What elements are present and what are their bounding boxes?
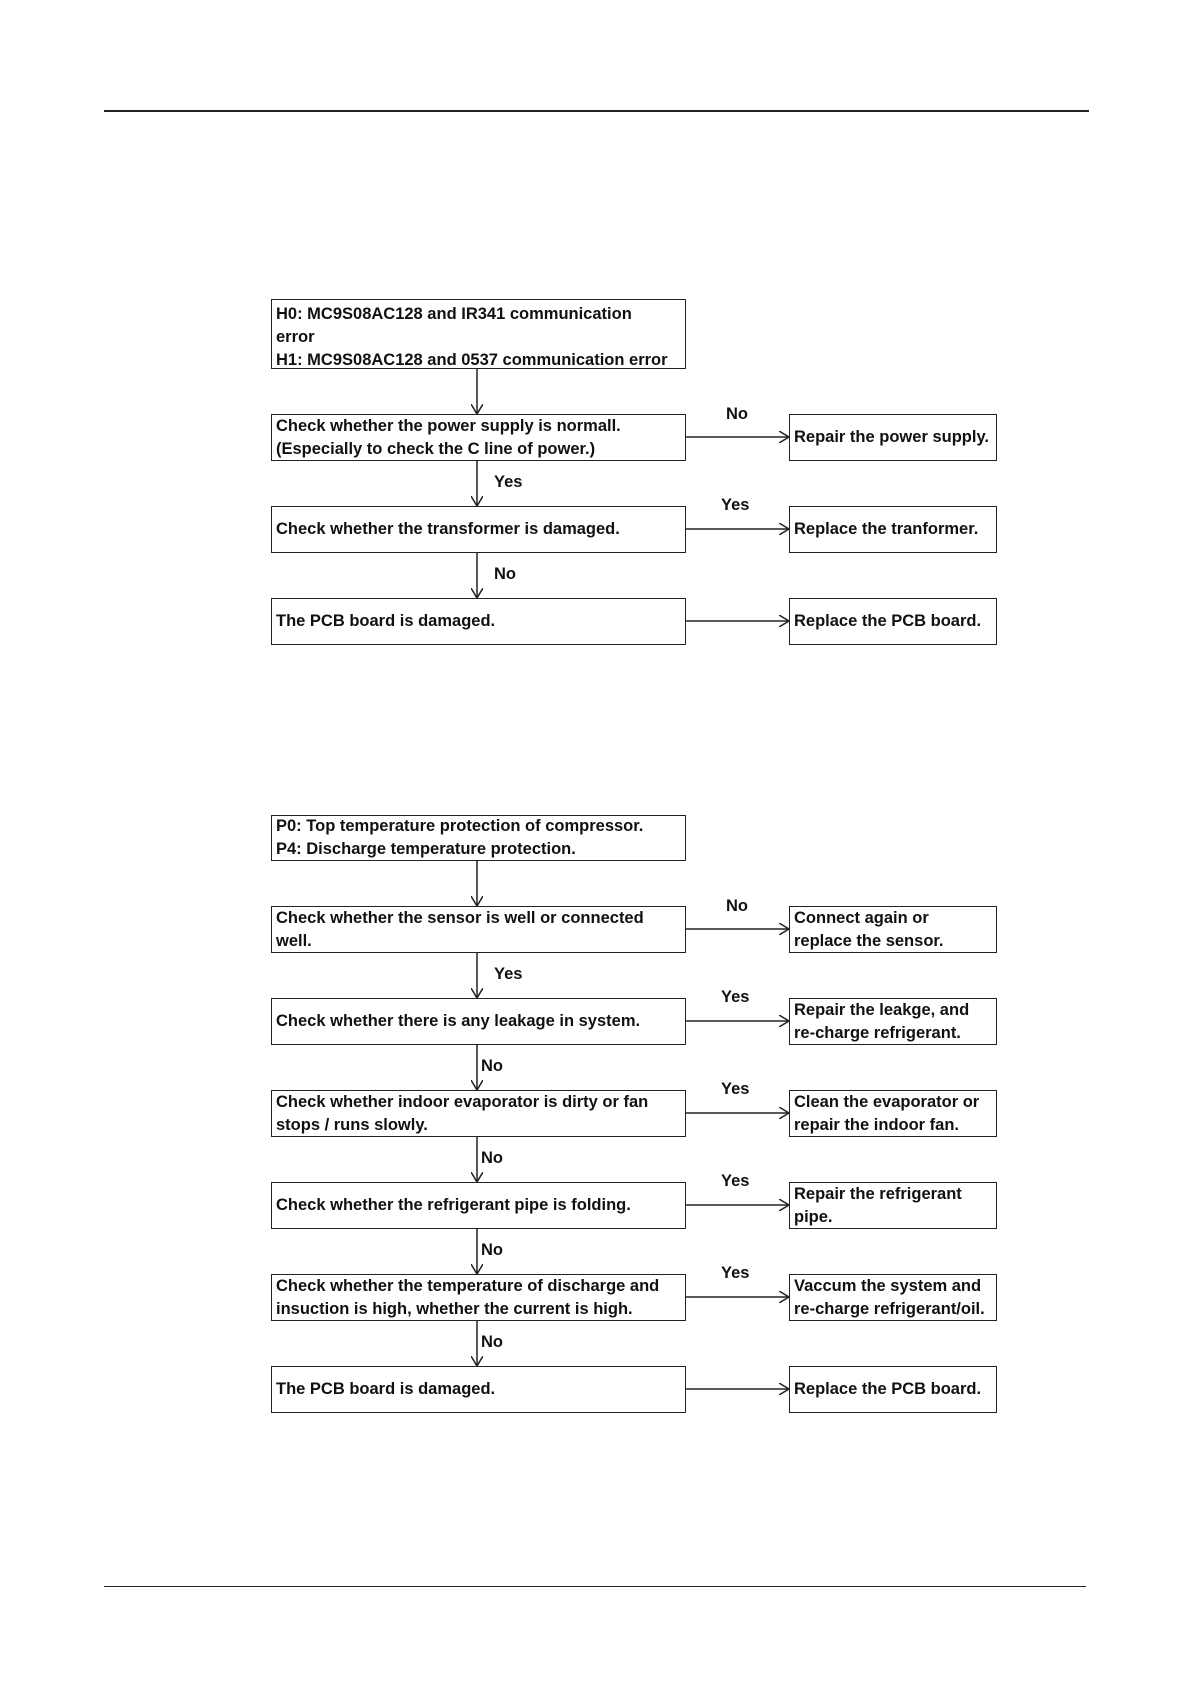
f1-check1-line-2: (Especially to check the C line of power.) bbox=[276, 439, 596, 458]
f1-action2-text: Replace the tranformer. bbox=[794, 520, 979, 538]
f1-check1-line-1: Check whether the power supply is normall. bbox=[276, 416, 621, 435]
f2-action3-box bbox=[789, 1090, 997, 1137]
f1-action3-box bbox=[789, 598, 997, 645]
f2-check6-text: The PCB board is damaged. bbox=[276, 1380, 496, 1398]
f2-label-yes-4: Yes bbox=[721, 1172, 750, 1190]
f1-label-no-1: No bbox=[726, 405, 748, 423]
f2-check5-box bbox=[271, 1274, 686, 1321]
f2-label-no-down-4: No bbox=[481, 1241, 503, 1259]
f1-action1-text: Repair the power supply. bbox=[794, 428, 989, 446]
f2-action1-box bbox=[789, 906, 997, 953]
f1-check2-text: Check whether the transformer is damaged. bbox=[276, 520, 620, 538]
f1-check3-text: The PCB board is damaged. bbox=[276, 612, 496, 630]
f1-action3-text: Replace the PCB board. bbox=[794, 612, 982, 630]
footer-rule bbox=[104, 1586, 1086, 1587]
f2-check4-box bbox=[271, 1182, 686, 1229]
f2-action3-line-2: repair the indoor fan. bbox=[794, 1115, 960, 1134]
f2-label-no-down-2: No bbox=[481, 1057, 503, 1075]
f2-action4-box bbox=[789, 1182, 997, 1229]
f2-action5-line-1: Vaccum the system and bbox=[794, 1276, 982, 1295]
f2-label-no-down-5: No bbox=[481, 1333, 503, 1351]
f2-action6-box bbox=[789, 1366, 997, 1413]
f2-check1-line-1: Check whether the sensor is well or connected bbox=[276, 908, 644, 927]
f2-label-yes-2: Yes bbox=[721, 988, 750, 1006]
f2-action1-line-2: replace the sensor. bbox=[794, 931, 944, 950]
f2-start-line-2: P4: Discharge temperature protection. bbox=[276, 840, 576, 858]
f2-check4-text: Check whether the refrigerant pipe is folding. bbox=[276, 1196, 631, 1214]
f2-check2-text: Check whether there is any leakage in system. bbox=[276, 1012, 641, 1030]
f1-check2-box bbox=[271, 506, 686, 553]
f2-action2-line-2: re-charge refrigerant. bbox=[794, 1023, 961, 1042]
f2-start-line-1: P0: Top temperature protection of compressor. bbox=[276, 817, 644, 835]
f1-label-yes-2: Yes bbox=[721, 496, 750, 514]
f1-check1-box bbox=[271, 414, 686, 461]
f2-check3-line-2: stops / runs slowly. bbox=[276, 1115, 428, 1134]
f2-label-yes-down-1: Yes bbox=[494, 965, 523, 983]
f2-label-yes-5: Yes bbox=[721, 1264, 750, 1282]
f1-action1-box bbox=[789, 414, 997, 461]
f2-check5-line-2: insuction is high, whether the current is high. bbox=[276, 1299, 633, 1318]
f1-start-box bbox=[271, 299, 686, 369]
f2-action4-line-1: Repair the refrigerant bbox=[794, 1184, 962, 1203]
f2-check1-box bbox=[271, 906, 686, 953]
f2-action2-box bbox=[789, 998, 997, 1045]
f2-label-no-down-3: No bbox=[481, 1149, 503, 1167]
f2-action6-text: Replace the PCB board. bbox=[794, 1380, 982, 1398]
f2-label-yes-3: Yes bbox=[721, 1080, 750, 1098]
f2-check6-box bbox=[271, 1366, 686, 1413]
f2-start-box bbox=[271, 815, 686, 861]
f1-start-line-2: error bbox=[276, 328, 315, 346]
f2-action5-box bbox=[789, 1274, 997, 1321]
f2-action5-line-2: re-charge refrigerant/oil. bbox=[794, 1299, 985, 1318]
f1-label-no-2: No bbox=[494, 565, 516, 583]
f2-check3-line-1: Check whether indoor evaporator is dirty or fan bbox=[276, 1092, 649, 1111]
f2-check1-line-2: well. bbox=[276, 931, 312, 950]
f2-check5-line-1: Check whether the temperature of discharge and bbox=[276, 1276, 660, 1295]
f2-action2-line-1: Repair the leakge, and bbox=[794, 1000, 970, 1019]
f1-start-line-3: H1: MC9S08AC128 and 0537 communication error bbox=[276, 351, 668, 369]
f1-start-line-1: H0: MC9S08AC128 and IR341 communication bbox=[276, 305, 632, 323]
f1-check3-box bbox=[271, 598, 686, 645]
f2-action1-line-1: Connect again or bbox=[794, 908, 929, 927]
f2-check3-box bbox=[271, 1090, 686, 1137]
f2-label-no-1: No bbox=[726, 897, 748, 915]
f2-check2-box bbox=[271, 998, 686, 1045]
f1-label-yes-1: Yes bbox=[494, 473, 523, 491]
f2-action3-line-1: Clean the evaporator or bbox=[794, 1092, 980, 1111]
f1-action2-box bbox=[789, 506, 997, 553]
f2-action4-line-2: pipe. bbox=[794, 1207, 833, 1226]
